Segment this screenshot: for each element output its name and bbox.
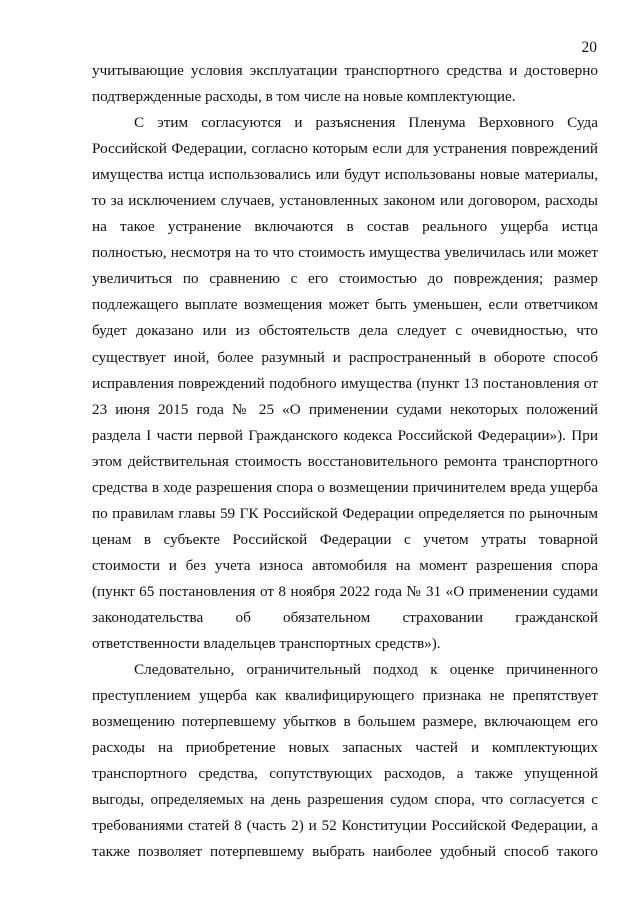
text-line: исправления повреждений подобного имущества (пункт 13 постановления от: [92, 374, 598, 392]
text-line: учитывающие условия эксплуатации транспортного средства и достоверно: [92, 62, 598, 79]
text-line: средства в ходе разрешения спора о возмещении причинителем вреда ущерба: [92, 478, 598, 496]
paragraph: [92, 657, 598, 865]
text-line: 23 июня 2015 года № 25 «О применении судами некоторых положений: [92, 400, 598, 418]
text-line: имущества истца использовались или будут использованы новые материалы,: [92, 166, 598, 184]
text-line: то за исключением случаев, установленных законом или договором, расходы: [92, 192, 598, 210]
text-line: Следовательно, ограничительный подход к оценке причиненного: [134, 661, 598, 679]
text-line: выгоды, определяемых на день разрешения судом спора, что согласуется с: [92, 791, 598, 809]
text-line: ответственности владельцев транспортных средств»).: [92, 635, 441, 653]
text-line: подлежащего выплате возмещения может быть уменьшен, если ответчиком: [92, 296, 598, 314]
page-number: 20: [581, 39, 597, 56]
text-line: раздела I части первой Гражданского кодекса Российской Федерации»). При: [92, 426, 598, 444]
text-line: полностью, несмотря на то что стоимость имущества увеличилась или может: [92, 244, 598, 262]
text-line: этом действительная стоимость восстановительного ремонта транспортного: [92, 452, 598, 470]
text-line: преступлением ущерба как квалифицирующего признака не препятствует: [92, 687, 598, 705]
paragraph: [92, 58, 598, 110]
text-line: транспортного средства, сопутствующих расходов, а также упущенной: [92, 765, 598, 783]
document-body: [92, 58, 598, 865]
text-line: будет доказано или из обстоятельств дела следует с очевидностью, что: [92, 322, 598, 340]
text-line: ценам в субъекте Российской Федерации с учетом утраты товарной: [92, 530, 598, 548]
text-line: требованиями статей 8 (часть 2) и 52 Конституции Российской Федерации, а: [92, 817, 598, 835]
text-line: С этим согласуются и разъяснения Пленума Верховного Суда: [134, 114, 598, 132]
paragraph: [92, 110, 598, 657]
text-line: также позволяет потерпевшему выбрать наиболее удобный способ такого: [92, 843, 598, 861]
text-line: возмещению потерпевшему убытков в большем размере, включающем его: [92, 713, 598, 731]
text-line: существует иной, более разумный и распространенный в обороте способ: [92, 348, 598, 366]
text-line: подтвержденные расходы, в том числе на новые комплектующие.: [92, 88, 516, 106]
text-line: увеличиться по сравнению с его стоимостью до повреждения; размер: [92, 270, 598, 288]
text-line: на такое устранение включаются в состав реального ущерба истца: [92, 218, 598, 236]
text-line: (пункт 65 постановления от 8 ноября 2022 года № 31 «О применении судами: [92, 582, 598, 600]
text-line: стоимости и без учета износа автомобиля на момент разрешения спора: [92, 556, 598, 574]
text-line: по правилам главы 59 ГК Российской Федерации определяется по рыночным: [92, 504, 598, 522]
text-line: законодательства об обязательном страховании гражданской: [92, 608, 598, 626]
text-line: Российской Федерации, согласно которым если для устранения повреждений: [92, 140, 598, 158]
text-line: расходы на приобретение новых запасных частей и комплектующих: [92, 739, 598, 757]
